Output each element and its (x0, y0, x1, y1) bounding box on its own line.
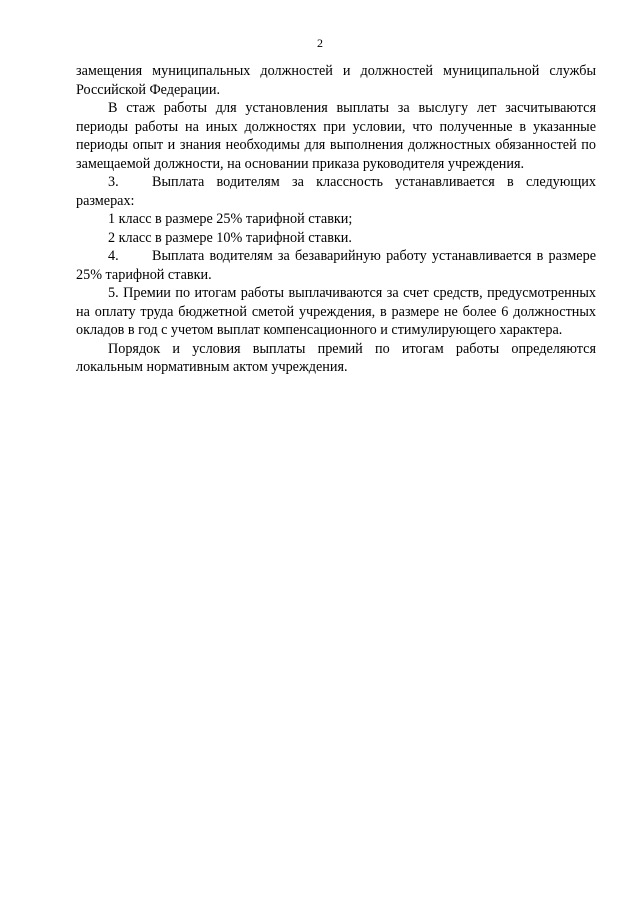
paragraph-item-5: 5. Премии по итогам работы выплачиваются за счет средств, предусмотренных на оплату труда бюджетной сметой учреждения, в размере не более 6 должностных окладов в год с учетом выплат компенсационного и стимулирующего характера. (76, 285, 596, 338)
paragraph-item-4 (76, 247, 596, 284)
item-3-class-1: 1 класс в размере 25% тарифной ставки; (108, 211, 353, 227)
item-3-number: 3. (108, 174, 119, 190)
paragraph-item-3 (76, 173, 596, 210)
paragraph-continuation: замещения муниципальных должностей и должностей муниципальной службы Российской Федерации. (76, 63, 596, 98)
page-number: 2 (317, 36, 323, 50)
item-4-number: 4. (108, 248, 119, 264)
paragraph-service-length: В стаж работы для установления выплаты за выслугу лет засчитываются периоды работы на иных должностях при условии, что полученные в указанные периоды опыт и знания необходимы для выполнения должностных обязанностей по замещаемой должности, на основании приказа руководителя учреждения. (76, 100, 596, 172)
item-3-text: Выплата водителям за классность устанавливается в следующих размерах: (76, 174, 596, 209)
document-body (76, 62, 596, 377)
paragraph-bonus-order: Порядок и условия выплаты премий по итогам работы определяются локальным нормативным актом учреждения. (76, 340, 596, 375)
item-4-text: Выплата водителям за безаварийную работу устанавливается в размере 25% тарифной ставки. (76, 248, 596, 283)
item-3-class-2: 2 класс в размере 10% тарифной ставки. (108, 229, 352, 246)
